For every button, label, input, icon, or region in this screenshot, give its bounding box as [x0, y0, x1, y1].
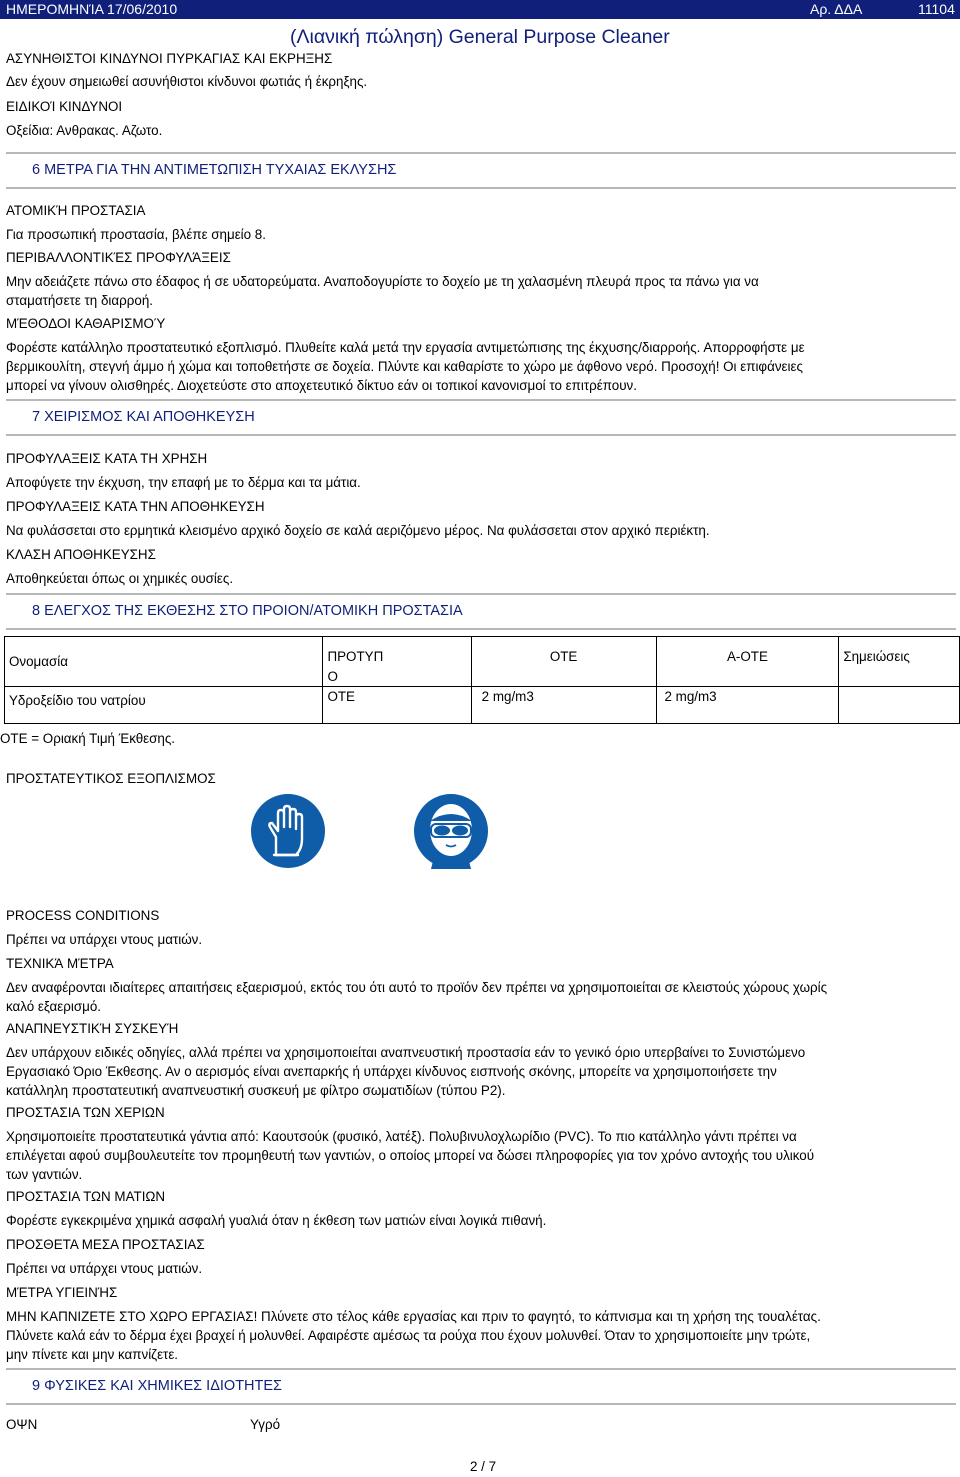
storage-precautions-text: Να φυλάσσεται στο ερμητικά κλεισμένο αρχικό δοχείο σε καλά αεριζόμενο μέρος. Να φυλάσσεται στον αρχικό περιέκτη.	[6, 523, 710, 538]
table-header-ote: ΟΤΕ	[471, 637, 656, 687]
environmental-line-2: σταματήσετε τη διαρροή.	[6, 293, 153, 308]
ote-note: ΟΤΕ = Οριακή Τιμή Έκθεσης.	[0, 731, 176, 746]
section-6-header	[6, 152, 956, 189]
storage-class-text: Αποθηκεύεται όπως οι χημικές ουσίες.	[6, 571, 234, 586]
document-date: ΗΜΕΡΟΜΗΝΊΑ 17/06/2010	[6, 1, 178, 17]
process-conditions-text: Πρέπει να υπάρχει ντους ματιών.	[6, 932, 203, 947]
cleaning-line-3: μπορεί να γίνουν ολισθηρές. Διοχετεύστε στο αποχετευτικό δίκτυο εάν οι τοπικοί κανονισμοί το επιτρέπουν.	[6, 378, 637, 393]
exposure-limits-table	[4, 636, 960, 724]
respiratory-line-1: Δεν υπάρχουν ειδικές οδηγίες, αλλά πρέπει να χρησιμοποιείται αναπνευστική προστασία εάν το γενικό όριο υπερβαίνει το Συνιστώμενο	[6, 1045, 806, 1060]
sds-number: 11104	[918, 1, 955, 17]
section-9-title: 9 ΦΥΣΙΚΕΣ ΚΑΙ ΧΗΜΙΚΕΣ ΙΔΙΟΤΗΤΕΣ	[32, 1378, 283, 1394]
hand-protection-line-1: Χρησιμοποιείτε προστατευτικά γάντια από: Καουτσούκ (φυσικό, λατέξ). Πολυβινυλοχλωρίδιο (PVC). Το πιο κατάλληλο γάντι πρέπει να	[6, 1129, 797, 1144]
technical-measures-heading: ΤΕΧΝΙΚΆ ΜΈΤΡΑ	[6, 956, 114, 971]
storage-precautions-heading: ΠΡΟΦΥΛΑΞΕΙΣ ΚΑΤΑ ΤΗΝ ΑΠΟΘΗΚΕΥΣΗ	[6, 499, 265, 514]
sds-label: Αρ. ΔΔΑ	[810, 1, 863, 17]
fire-text: Δεν έχουν σημειωθεί ασυνήθιστοι κίνδυνοι φωτιάς ή έκρηξης.	[6, 74, 368, 89]
use-precautions-heading: ΠΡΟΦΥΛΑΞΕΙΣ ΚΑΤΑ ΤΗ ΧΡΗΣΗ	[6, 451, 208, 466]
table-cell-a-ote: 2 mg/m3	[656, 687, 839, 724]
section-7-title: 7 ΧΕΙΡΙΣΜΟΣ ΚΑΙ ΑΠΟΘΗΚΕΥΣΗ	[32, 409, 255, 425]
section-8-title: 8 ΕΛΕΓΧΟΣ ΤΗΣ ΕΚΘΕΣΗΣ ΣΤΟ ΠΡΟΙΟΝ/ΑΤΟΜΙΚΗ ΠΡΟΣΤΑΣΙΑ	[32, 603, 463, 619]
table-header-a-ote: Α-ΟΤΕ	[656, 637, 839, 687]
cleaning-line-1: Φορέστε κατάλληλο προστατευτικό εξοπλισμό. Πλυθείτε καλά μετά την εργασία αντιμετώπισης της έκχυσης/διαρροής. Απορροφήστε με	[6, 340, 805, 355]
table-header-row	[5, 637, 960, 687]
table-cell-ote: 2 mg/m3	[471, 687, 656, 724]
table-header-standard-line-1: ΠΡΟΤΥΠ	[327, 649, 384, 664]
header-bar	[0, 0, 960, 19]
section-9-header	[6, 1368, 956, 1405]
table-header-name: Ονομασία	[5, 637, 323, 687]
respiratory-line-3: κατάλληλη προστατευτική αναπνευστική συσκευή με φίλτρο σωματιδίων (τύπου P2).	[6, 1083, 506, 1098]
environmental-heading: ΠΕΡΙΒΑΛΛΟΝΤΙΚΈΣ ΠΡΟΦΥΛΆΞΕΙΣ	[6, 250, 231, 265]
technical-measures-line-1: Δεν αναφέρονται ιδιαίτερες απαιτήσεις εξαερισμού, εκτός του ότι αυτό το προϊόν δεν πρέπει να χρησιμοποιείται σε κλειστούς χώρους χωρίς	[6, 980, 828, 995]
use-precautions-text: Αποφύγετε την έκχυση, την επαφή με το δέρμα και τα μάτια.	[6, 475, 361, 490]
table-row	[5, 687, 960, 724]
process-conditions-heading: PROCESS CONDITIONS	[6, 908, 160, 923]
hand-protection-heading: ΠΡΟΣΤΑΣΙΑ ΤΩΝ ΧΕΡΙΩΝ	[6, 1105, 165, 1120]
section-7-header	[6, 399, 956, 436]
respiratory-line-2: Εργασιακό Όριο Έκθεσης. Αν ο αερισμός είναι ανεπαρκής ή υπάρχει κίνδυνος εισπνοής σκόνης, μπορείτε να χρησιμοποιήσετε την	[6, 1064, 777, 1079]
technical-measures-line-2: καλό εξαερισμό.	[6, 999, 101, 1014]
environmental-line-1: Μην αδειάζετε πάνω στο έδαφος ή σε υδατορεύματα. Αναποδογυρίστε το δοχείο με τη χαλασμένη πλευρά προς τα πάνω για να	[6, 274, 759, 289]
eye-protection-heading: ΠΡΟΣΤΑΣΙΑ ΤΩΝ ΜΑΤΙΩΝ	[6, 1189, 166, 1204]
additional-protection-heading: ΠΡΟΣΘΕΤΑ ΜΕΣΑ ΠΡΟΣΤΑΣΙΑΣ	[6, 1237, 205, 1252]
hygiene-heading: ΜΈΤΡΑ ΥΓΙΕΙΝΉΣ	[6, 1285, 118, 1300]
appearance-label: ΟΨΝ	[6, 1417, 38, 1432]
table-header-standard-line-2: Ο	[327, 668, 338, 684]
table-cell-standard: ΟΤΕ	[323, 687, 471, 724]
respiratory-heading: ΑΝΑΠΝΕΥΣΤΙΚΉ ΣΥΣΚΕΥΉ	[6, 1021, 179, 1036]
page-number: 2 / 7	[470, 1459, 497, 1474]
table-cell-name: Υδροξείδιο του νατρίου	[5, 687, 323, 724]
specific-hazards-heading: ΕΙΔΙΚΟΊ ΚΙΝΔΥΝΟΙ	[6, 99, 123, 114]
hygiene-line-2: Πλύνετε καλά εάν το δέρμα έχει βραχεί ή μολυνθεί. Αφαιρέστε αμέσως τα ρούχα που έχουν μολυνθεί. Όταν το χρησιμοποιείτε μην τρώτε,	[6, 1328, 811, 1343]
goggles-icon	[413, 793, 489, 869]
cleaning-heading: ΜΈΘΟΔΟΙ ΚΑΘΑΡΙΣΜΟΎ	[6, 316, 166, 331]
ppe-heading: ΠΡΟΣΤΑΤΕΥΤΙΚΟΣ ΕΞΟΠΛΙΣΜΟΣ	[6, 771, 216, 786]
table-cell-notes	[839, 687, 960, 724]
document-title: (Λιανική πώληση) General Purpose Cleaner	[290, 26, 670, 48]
hygiene-line-3: μην πίνετε και μην καπνίζετε.	[6, 1347, 179, 1362]
section-8-header	[6, 593, 956, 630]
hygiene-line-1: ΜΗΝ ΚΑΠΝΙΖΕΤΕ ΣΤΟ ΧΩΡΟ ΕΡΓΑΣΙΑΣ! Πλύνετε στο τέλος κάθε εργασίας και πριν το φαγητό, το κάπνισμα και τη χρήση της τουαλέτας.	[6, 1309, 821, 1324]
specific-hazards-text: Οξείδια: Ανθρακας. Αζωτο.	[6, 123, 163, 138]
table-header-standard	[323, 637, 471, 687]
personal-protection-heading: ΑΤΟΜΙΚΉ ΠΡΟΣΤΑΣΙΑ	[6, 203, 146, 218]
table-header-notes: Σημειώσεις	[839, 637, 960, 687]
gloves-icon	[250, 793, 326, 869]
hand-protection-line-2: επιλέγεται αφού συμβουλευτείτε τον προμηθευτή των γαντιών, ο οποίος μπορεί να δώσει πληροφορίες για τον χρόνο αντοχής του υλικού	[6, 1148, 815, 1163]
storage-class-heading: ΚΛΑΣΗ ΑΠΟΘΗΚΕΥΣΗΣ	[6, 547, 156, 562]
section-6-title: 6 ΜΕΤΡΑ ΓΙΑ ΤΗΝ ΑΝΤΙΜΕΤΩΠΙΣΗ ΤΥΧΑΙΑΣ ΕΚΛΥΣΗΣ	[32, 162, 397, 178]
eye-protection-text: Φορέστε εγκεκριμένα χημικά ασφαλή γυαλιά όταν η έκθεση των ματιών είναι λογικά πιθανή.	[6, 1213, 547, 1228]
appearance-value: Υγρό	[250, 1417, 281, 1432]
cleaning-line-2: βερμικουλίτη, στεγνή άμμο ή χώμα και τοποθετήστε σε δοχεία. Πλύντε και καθαρίστε το χώρο με άφθονο νερό. Προσοχή! Οι επιφάνειες	[6, 359, 803, 374]
additional-protection-text: Πρέπει να υπάρχει ντους ματιών.	[6, 1261, 203, 1276]
personal-protection-text: Για προσωπική προστασία, βλέπε σημείο 8.	[6, 227, 266, 242]
hand-protection-line-3: των γαντιών.	[6, 1167, 83, 1182]
fire-heading: ΑΣΥΝΗΘΙΣΤΟΙ ΚΙΝΔΥΝΟΙ ΠΥΡΚΑΓΙΑΣ ΚΑΙ ΕΚΡΗΞΗΣ	[6, 51, 333, 66]
